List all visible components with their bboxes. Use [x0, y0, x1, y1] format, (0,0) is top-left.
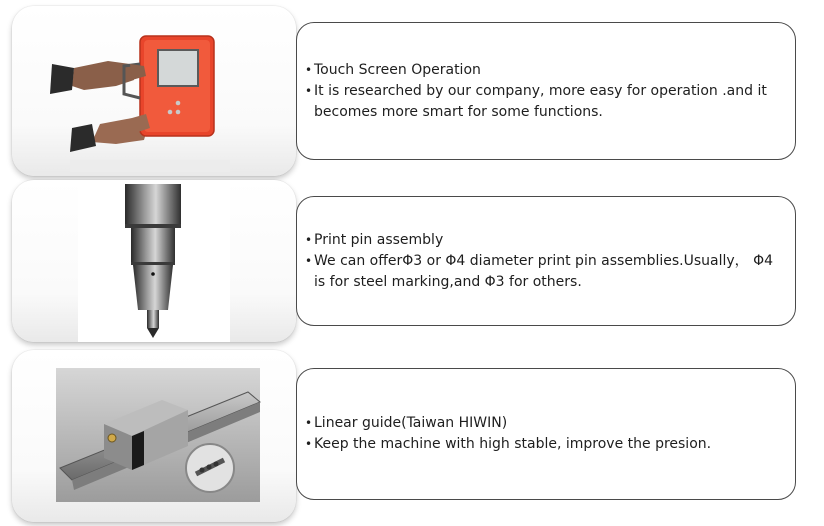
feature-description: • We can offerΦ3 or Φ4 diameter print pin assemblies.Usually， Φ4 is for steel marking,and Φ3 for others. [305, 251, 777, 293]
feature-row-touch-screen [0, 6, 824, 176]
feature-image-card [12, 180, 296, 342]
feature-row-print-pin [0, 180, 824, 342]
feature-title: • Linear guide(Taiwan HIWIN) [305, 413, 777, 434]
feature-image-card [12, 350, 296, 522]
feature-title: • Print pin assembly [305, 230, 777, 251]
feature-points [305, 413, 777, 455]
feature-points [305, 230, 777, 293]
linear-guide-icon [12, 350, 296, 522]
feature-text-card [296, 196, 796, 326]
feature-points [305, 60, 777, 123]
feature-text-card [296, 22, 796, 160]
feature-text-card [296, 368, 796, 500]
feature-description: • Keep the machine with high stable, improve the presion. [305, 434, 777, 455]
touch-screen-device-icon [12, 6, 296, 176]
print-pin-icon [12, 180, 296, 342]
feature-image-card [12, 6, 296, 176]
feature-description: • It is researched by our company, more easy for operation .and it becomes more smart for some functions. [305, 81, 777, 123]
feature-title: • Touch Screen Operation [305, 60, 777, 81]
feature-row-linear-guide [0, 350, 824, 522]
